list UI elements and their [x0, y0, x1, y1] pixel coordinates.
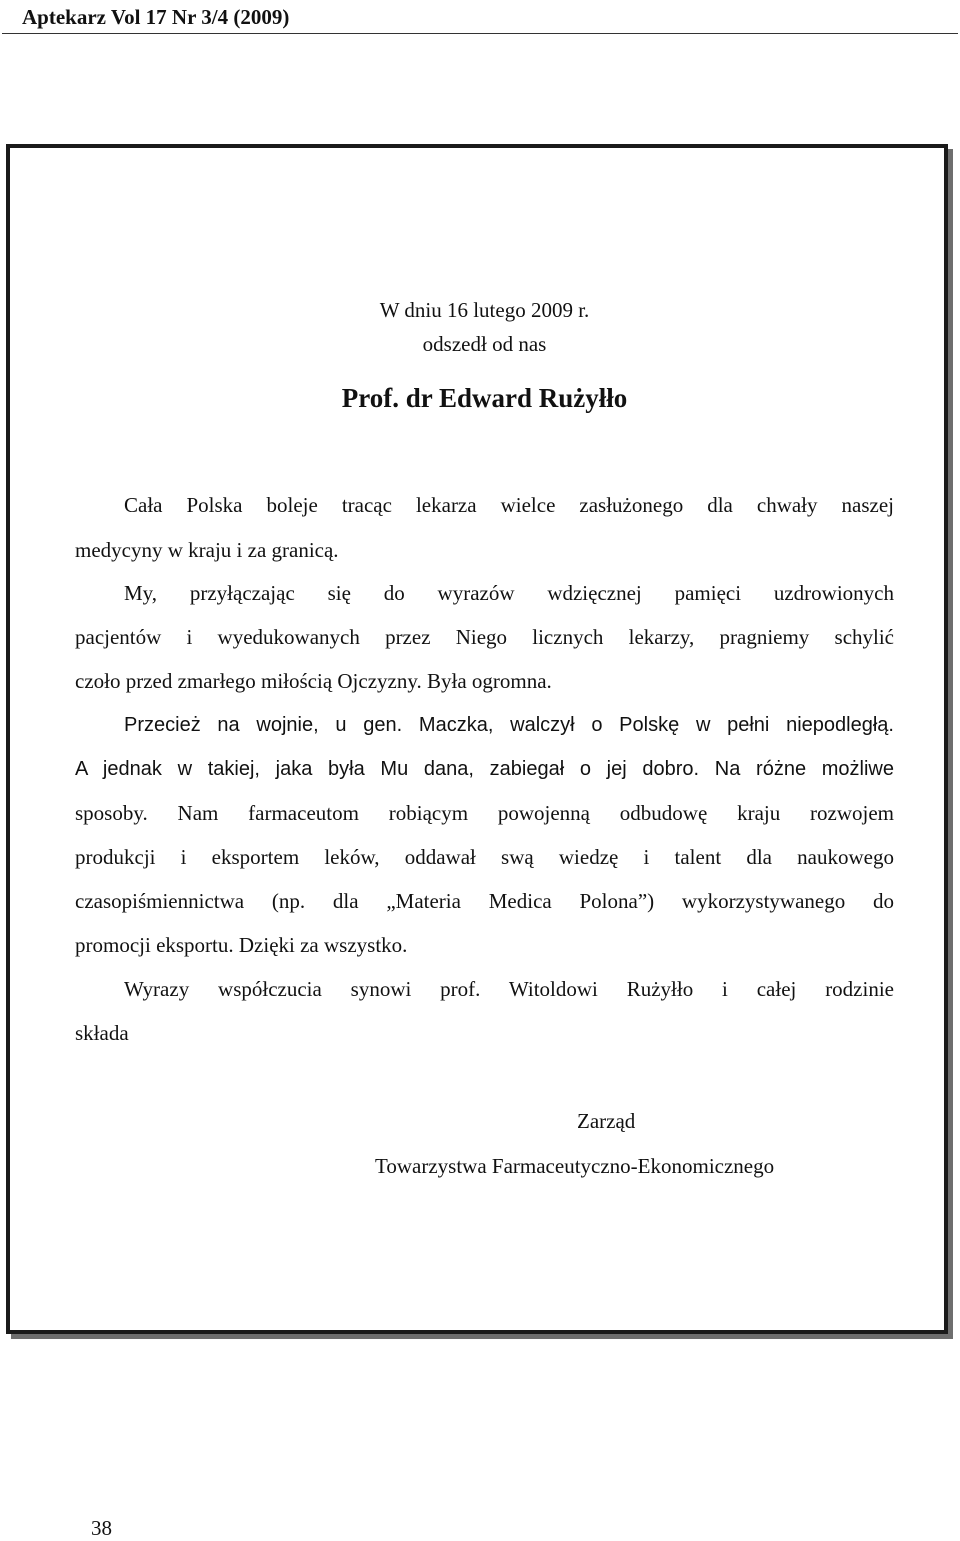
paragraph-3-line-6: promocji eksportu. Dzięki za wszystko. — [75, 933, 408, 957]
paragraph-2-line-3: czoło przed zmarłego miłością Ojczyzny. Była ogromna. — [75, 669, 552, 693]
paragraph-1-line-1: Cała Polska boleje tracąc lekarza wielce zasłużonego dla chwały naszej — [124, 493, 894, 517]
signature-board: Zarząd — [577, 1109, 636, 1133]
paragraph-4-line-1: Wyrazy współczucia synowi prof. Witoldowi Rużyłło i całej rodzinie — [124, 977, 894, 1001]
passed-away-line: odszedł od nas — [422, 332, 547, 356]
journal-header: Aptekarz Vol 17 Nr 3/4 (2009) — [22, 5, 290, 29]
signature-society: Towarzystwa Farmaceutyczno-Ekonomicznego — [375, 1154, 775, 1178]
paragraph-2-line-1: My, przyłączając się do wyrazów wdzięcznej pamięci uzdrowionych — [124, 581, 894, 605]
paragraph-1-line-2: medycyny w kraju i za granicą. — [75, 538, 339, 562]
paragraph-4-line-2: składa — [75, 1021, 129, 1045]
page-number: 38 — [91, 1516, 112, 1540]
date-line: W dniu 16 lutego 2009 r. — [379, 298, 590, 322]
paragraph-3-line-3: sposoby. Nam farmaceutom robiącym powojenną odbudowę kraju rozwojem — [75, 801, 894, 825]
paragraph-3-line-4: produkcji i eksportem leków, oddawał swą wiedzę i talent dla naukowego — [75, 845, 894, 869]
paragraph-2-line-2: pacjentów i wyedukowanych przez Niego licznych lekarzy, pragniemy schylić — [75, 625, 894, 649]
paragraph-3-line-5: czasopiśmiennictwa (np. dla „Materia Medica Polona”) wykorzystywanego do — [75, 889, 894, 913]
paragraph-3-line-2: A jednak w takiej, jaka była Mu dana, zabiegał o jej dobro. Na różne możliwe — [75, 758, 894, 780]
paragraph-3-line-1: Przecież na wojnie, u gen. Maczka, walczył o Polskę w pełni niepodległą. — [124, 714, 894, 736]
deceased-name: Prof. dr Edward Rużyłło — [341, 383, 628, 413]
header-divider — [2, 33, 958, 34]
